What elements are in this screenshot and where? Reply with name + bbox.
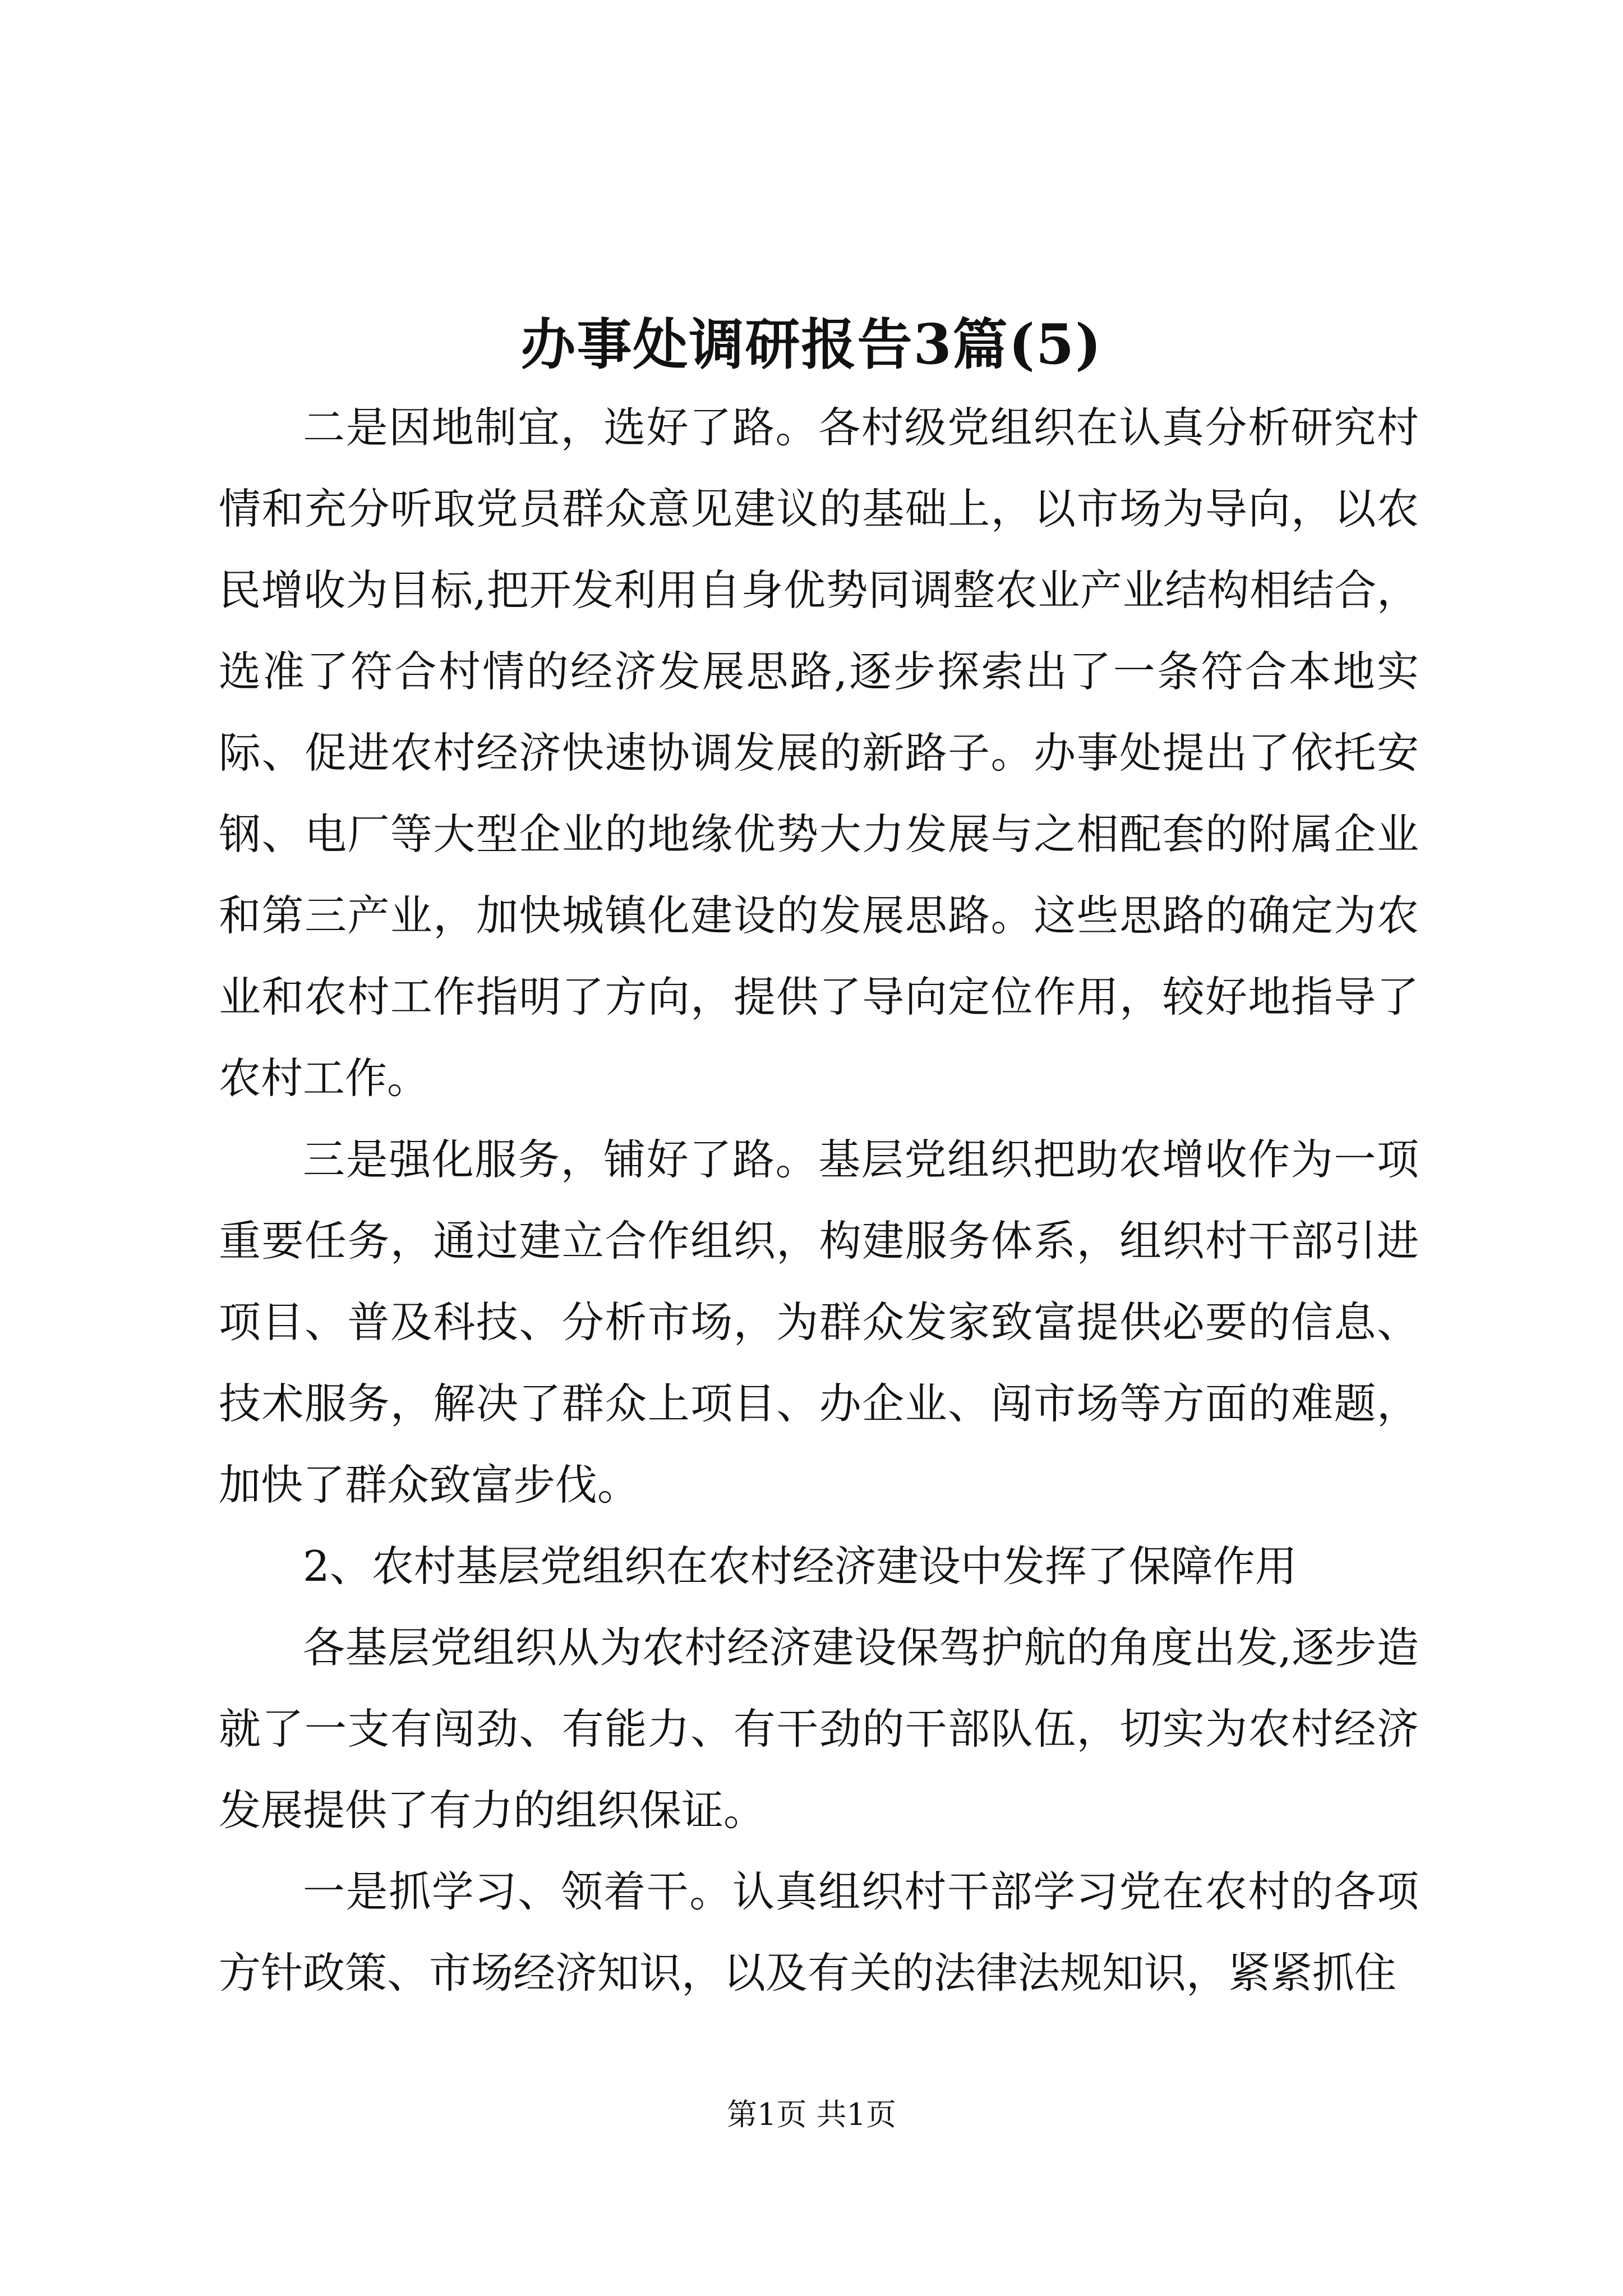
paragraph-1: 二是因地制宜，选好了路。各村级党组织在认真分析研究村情和充分听取党员群众意见建议的基础上，以市场为导向，以农民增收为目标,把开发利用自身优势同调整农业产业结构相结合，选准了符合村情的经济发展思路,逐步探索出了一条符合本地实际、促进农村经济快速协调发展的新路子。办事处提出了依托安钢、电厂等大型企业的地缘优势大力发展与之相配套的附属企业和第三产业，加快城镇化建设的发展思路。这些思路的确定为农业和农村工作指明了方向，提供了导向定位作用，较好地指导了农村工作。 <box>219 403 1419 1103</box>
section-heading: 2、农村基层党组织在农村经济建设中发挥了保障作用 <box>303 1542 1297 1591</box>
document-body <box>219 387 1419 2014</box>
document-title: 办事处调研报告3篇(5) <box>520 312 1103 377</box>
paragraph-4: 一是抓学习、领着干。认真组织村干部学习党在农村的各项方针政策、市场经济知识，以及有关的法律法规知识，紧紧抓住 <box>219 1867 1419 1998</box>
paragraph-3: 各基层党组织从为农村经济建设保驾护航的角度出发,逐步造就了一支有闯劲、有能力、有干劲的干部队伍，切实为农村经济发展提供了有力的组织保证。 <box>219 1623 1419 1835</box>
page-number-footer: 第1页 共1页 <box>727 2097 896 2132</box>
paragraph-2: 三是强化服务，铺好了路。基层党组织把助农增收作为一项重要任务，通过建立合作组织，构建服务体系，组织村干部引进项目、普及科技、分析市场，为群众发家致富提供必要的信息、技术服务，解决了群众上项目、办企业、闯市场等方面的难题，加快了群众致富步伐。 <box>219 1135 1419 1510</box>
